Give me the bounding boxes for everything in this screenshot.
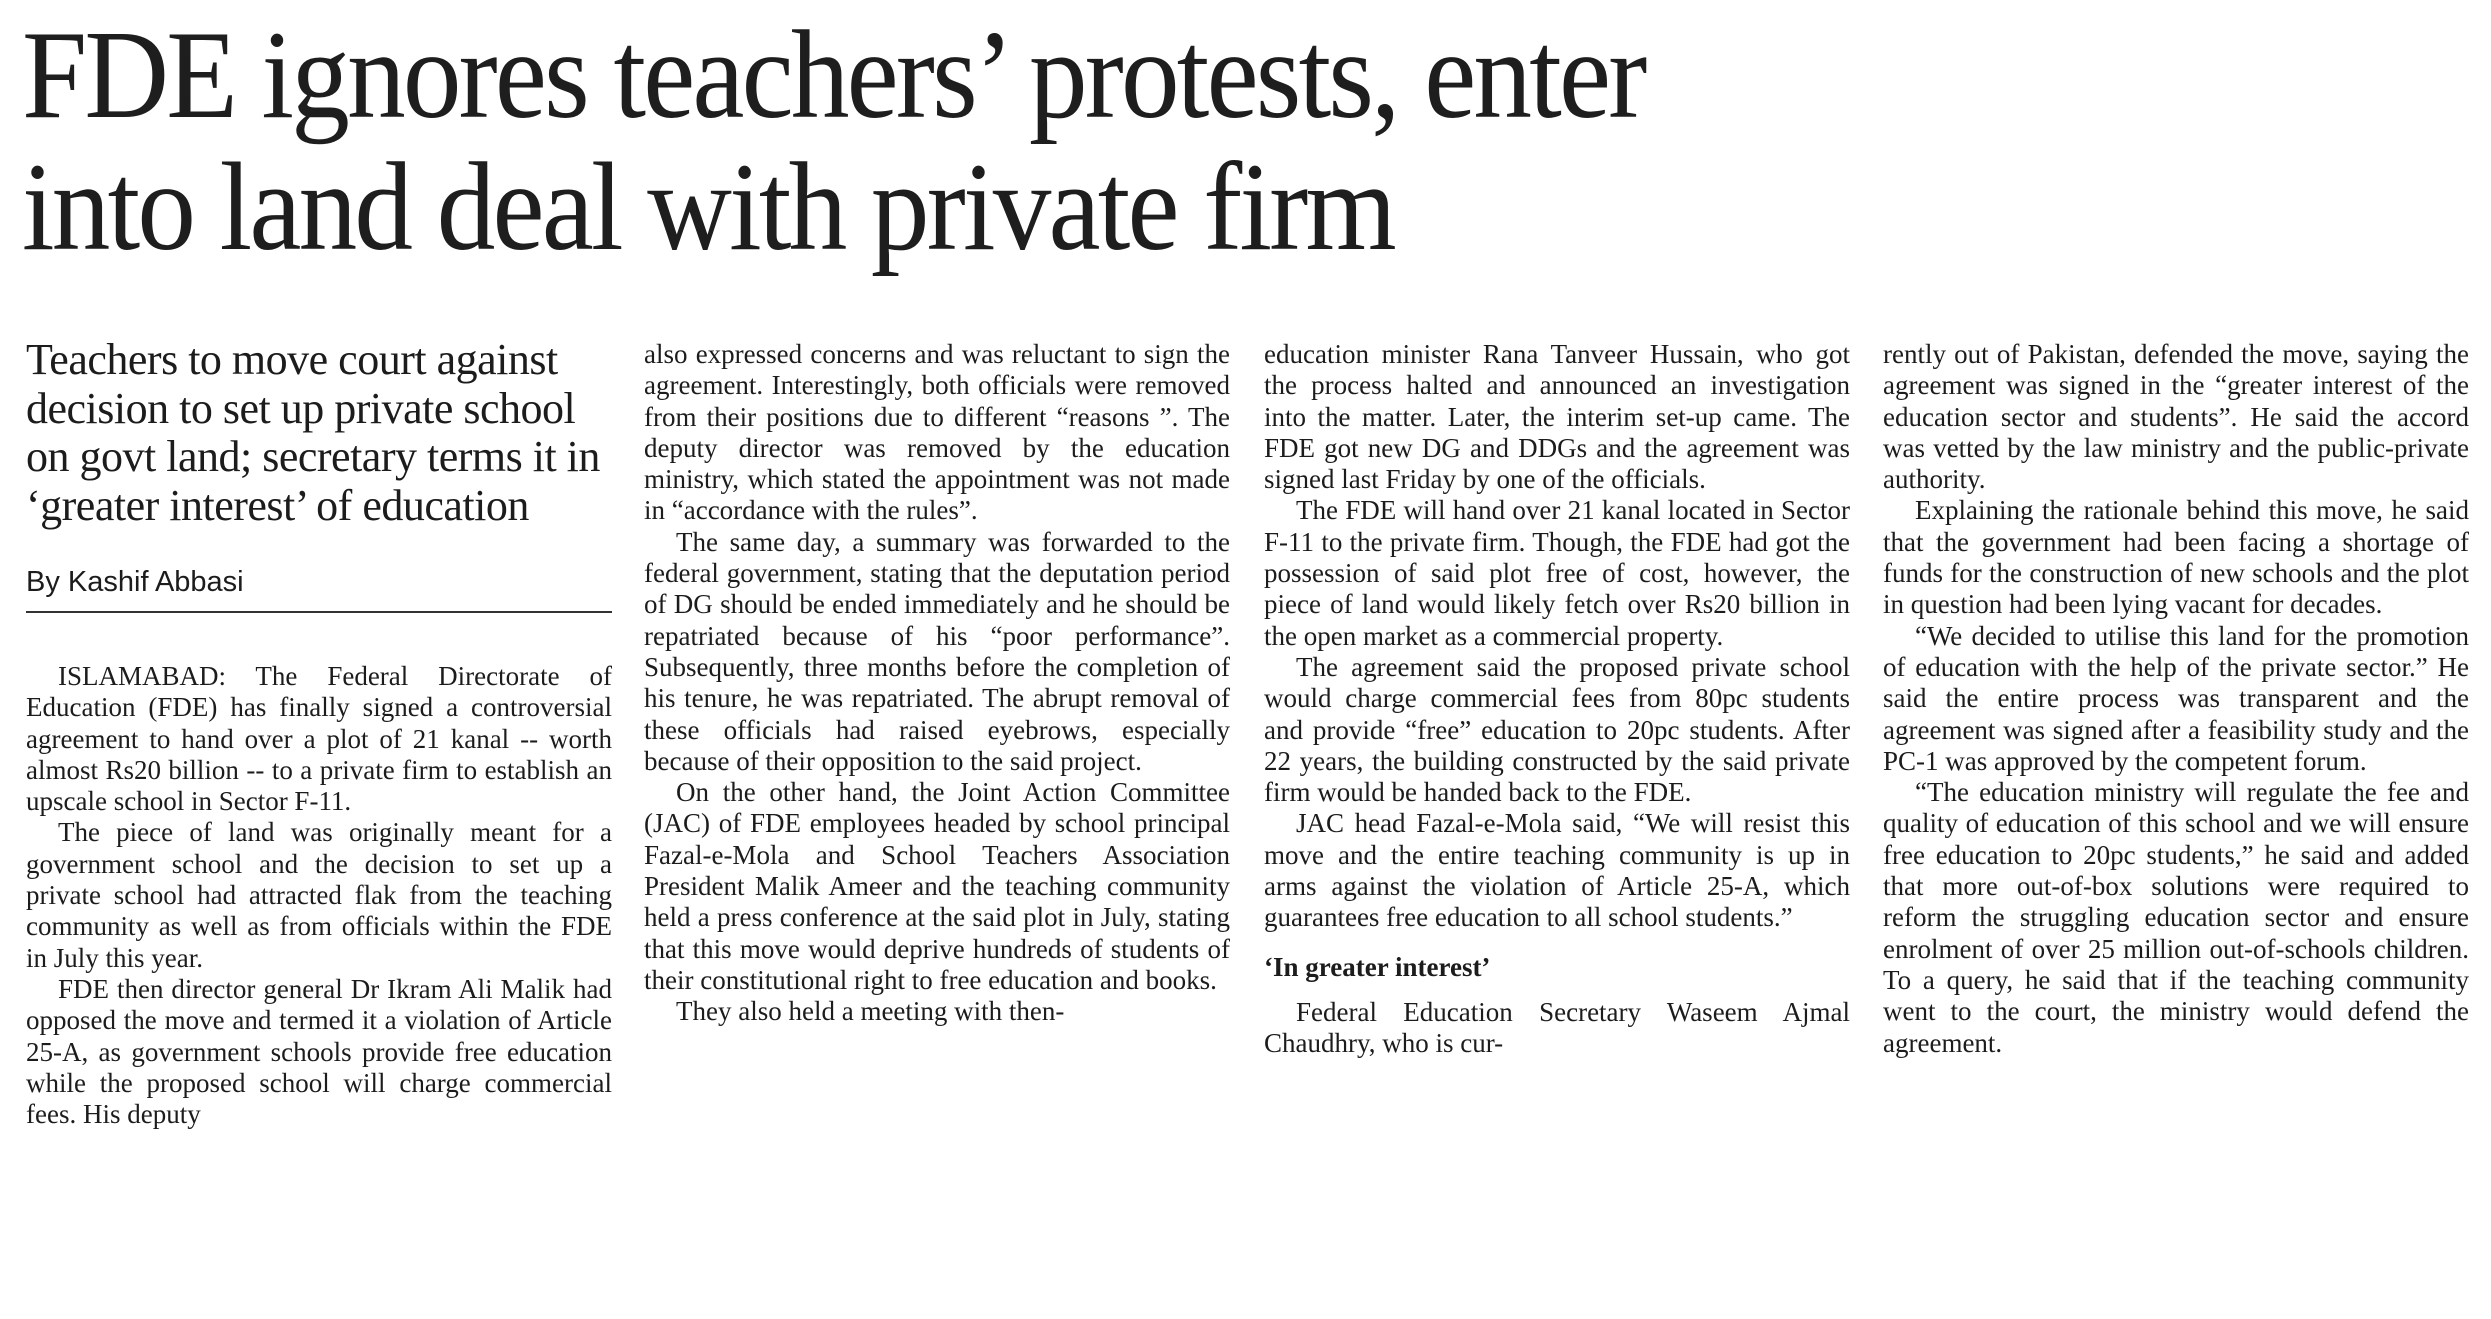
column-2 (644, 339, 1230, 1028)
paragraph: also expressed concerns and was reluctant to sign the agreement. Interestingly, both officials were removed from their positions due to different “reasons ”. The deputy director was removed by the education ministry, which stated the appointment was not made in “accordance with the rules”. (644, 339, 1230, 526)
paragraph: On the other hand, the Joint Action Committee (JAC) of FDE employees headed by school principal Fazal-e-Mola and School Teachers Association President Malik Ameer and the teaching community held a press conference at the said plot in July, stating that this move would deprive hundreds of students of their constitutional right to free education and books. (644, 777, 1230, 995)
byline: By Kashif Abbasi (26, 565, 612, 613)
paragraph: Explaining the rationale behind this move, he said that the government had been facing a shortage of funds for the construction of new schools and the plot in question had been lying vacant for decades. (1883, 495, 2469, 620)
paragraph: The same day, a summary was forwarded to the federal government, stating that the deputation period of DG should be ended immediately and he should be repatriated because of his “poor performance”. Subsequently, three months before the completion of his tenure, he was repatriated. The abrupt removal of these officials had raised eyebrows, especially because of their opposition to the said project. (644, 526, 1230, 776)
paragraph: The piece of land was originally meant for a government school and the decision to set up a private school had attracted flak from the teaching community as well as from officials within the FDE in July this year. (26, 817, 612, 973)
paragraph: The agreement said the proposed private school would charge commercial fees from 80pc students and provide “free” education to 20pc students. After 22 years, the building constructed by the said private firm would be handed back to the FDE. (1264, 651, 1850, 808)
paragraph: FDE then director general Dr Ikram Ali Malik had opposed the move and termed it a violation of Article 25-A, as government schools provide free education while the proposed school will charge commercial fees. His deputy (26, 973, 612, 1130)
paragraph: rently out of Pakistan, defended the move, saying the agreement was signed in the “greater interest of the education sector and students”. He said the accord was vetted by the law ministry and the public-private authority. (1883, 339, 2469, 495)
headline-line-2: into land deal with private firm (22, 138, 1394, 277)
headline-line-1: FDE ignores teachers’ protests, enter (22, 6, 1645, 145)
deck: Teachers to move court against decision to set up private school on govt land; secretary terms it in ‘greater interest’ of education (26, 335, 600, 530)
paragraph: “The education ministry will regulate the fee and quality of education of this school and we will ensure free education to 20pc students,” he said and added that more out-of-box solutions were required to reform the struggling education sector and ensure enrolment of over 25 million out-of-schools children. To a query, he said that if the teaching community went to the court, the ministry would defend the agreement. (1883, 777, 2469, 1058)
subheading: ‘In greater interest’ (1264, 951, 1491, 982)
column-1 (26, 335, 612, 1130)
paragraph: education minister Rana Tanveer Hussain, who got the process halted and announced an investigation into the matter. Later, the interim set-up came. The FDE got new DG and DDGs and the agreement was signed last Friday by one of the officials. (1264, 339, 1850, 495)
paragraph: JAC head Fazal-e-Mola said, “We will resist this move and the entire teaching community is up in arms against the violation of Article 25-A, which guarantees free education to all school students.” (1264, 808, 1850, 933)
paragraph: “We decided to utilise this land for the promotion of education with the help of the private sector.” He said the entire process was transparent and the agreement was signed after a feasibility study and the PC-1 was approved by the competent forum. (1883, 620, 2469, 776)
paragraph: ISLAMABAD: The Federal Directorate of Education (FDE) has finally signed a controversial agreement to hand over a plot of 21 kanal -- worth almost Rs20 billion -- to a private firm to establish an upscale school in Sector F-11. (26, 661, 612, 817)
headline (22, 6, 2310, 277)
column-4 (1883, 339, 2469, 1059)
paragraph: They also held a meeting with then- (676, 996, 1065, 1027)
paragraph: Federal Education Secretary Waseem Ajmal Chaudhry, who is cur- (1264, 996, 1850, 1059)
column-3 (1264, 339, 1850, 1060)
paragraph: The FDE will hand over 21 kanal located in Sector F-11 to the private firm. Though, the FDE had got the possession of said plot free of cost, however, the piece of land would likely fetch over Rs20 billion in the open market as a commercial property. (1264, 495, 1850, 651)
